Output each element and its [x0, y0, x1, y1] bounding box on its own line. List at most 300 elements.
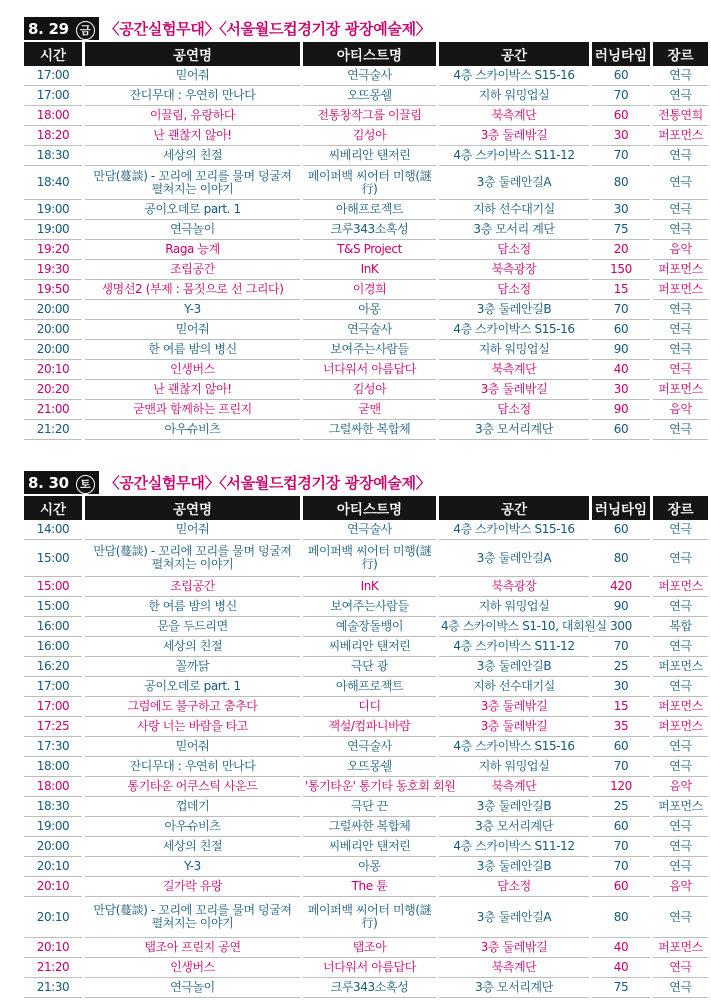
- cell-artist: 아몽: [303, 857, 436, 877]
- cell-genre: 퍼포먼스: [653, 938, 708, 958]
- table-row: [24, 400, 708, 420]
- table-row: [24, 280, 708, 300]
- cell-genre: 음악: [653, 240, 708, 260]
- cell-artist: 김성아: [303, 126, 436, 146]
- cell-time: 17:25: [24, 717, 82, 737]
- table-row: [24, 260, 708, 280]
- date-badge: [24, 471, 99, 494]
- table-row: [24, 220, 708, 240]
- table-row: [24, 637, 708, 657]
- cell-artist: 페이퍼백 씨어터 미행(謎行): [303, 897, 436, 938]
- weekday-badge: 토: [76, 475, 95, 494]
- cell-venue: 지하 워밍업실: [439, 597, 589, 617]
- cell-venue: 북측계단: [439, 360, 589, 380]
- cell-show: 세상의 친절: [85, 837, 300, 857]
- cell-genre: 연극: [653, 200, 708, 220]
- cell-venue: 북측계단: [439, 777, 589, 797]
- cell-time: 21:20: [24, 958, 82, 978]
- table-row: [24, 717, 708, 737]
- cell-venue: 4층 스카이박스 S11-12: [439, 637, 589, 657]
- cell-runtime: 40: [592, 360, 650, 380]
- cell-genre: 연극: [653, 757, 708, 777]
- header-runtime: 러닝타임: [592, 496, 650, 520]
- cell-show: 연극놀이: [85, 220, 300, 240]
- cell-artist: 아해프로젝트: [303, 200, 436, 220]
- cell-runtime: 420: [592, 577, 650, 597]
- cell-time: 20:10: [24, 857, 82, 877]
- cell-runtime: 30: [592, 677, 650, 697]
- cell-artist: 보여주는사람들: [303, 597, 436, 617]
- cell-show: 아우슈비츠: [85, 420, 300, 440]
- cell-runtime: 90: [592, 597, 650, 617]
- cell-venue: 4층 스카이박스 S15-16: [439, 737, 589, 757]
- cell-genre: 연극: [653, 420, 708, 440]
- cell-show: 세상의 친절: [85, 146, 300, 166]
- cell-genre: 퍼포먼스: [653, 697, 708, 717]
- event-title: 〈공간실험무대〉〈서울월드컵경기장 광장예술제〉: [104, 473, 431, 492]
- cell-show: 꼴까닭: [85, 657, 300, 677]
- table-row: [24, 320, 708, 340]
- cell-venue: 북측계단: [439, 958, 589, 978]
- cell-time: 18:00: [24, 757, 82, 777]
- cell-runtime: 70: [592, 300, 650, 320]
- cell-time: 19:30: [24, 260, 82, 280]
- table-row: [24, 106, 708, 126]
- cell-time: 20:10: [24, 897, 82, 938]
- cell-runtime: 60: [592, 737, 650, 757]
- cell-time: 20:10: [24, 938, 82, 958]
- cell-genre: 연극: [653, 66, 708, 86]
- cell-venue: 4층 스카이박스 S1-10, 대회원실: [439, 617, 589, 637]
- table-row: [24, 240, 708, 260]
- cell-artist: 크루343소혹성: [303, 978, 436, 998]
- cell-runtime: 75: [592, 978, 650, 998]
- header-artist: 아티스트명: [303, 42, 436, 66]
- cell-genre: 연극: [653, 86, 708, 106]
- cell-show: 문을 두드리면: [85, 617, 300, 637]
- cell-genre: 복합: [653, 617, 708, 637]
- cell-runtime: 15: [592, 280, 650, 300]
- cell-venue: 북측광장: [439, 260, 589, 280]
- cell-time: 20:00: [24, 320, 82, 340]
- cell-show: 생명선2 (부제 : 몸짓으로 선 그리다): [85, 280, 300, 300]
- cell-time: 18:00: [24, 106, 82, 126]
- cell-venue: 3층 모서리계단: [439, 420, 589, 440]
- cell-runtime: 20: [592, 240, 650, 260]
- table-row: [24, 857, 708, 877]
- cell-runtime: 70: [592, 757, 650, 777]
- cell-artist: 극단 광: [303, 657, 436, 677]
- cell-runtime: 30: [592, 200, 650, 220]
- cell-genre: 연극: [653, 637, 708, 657]
- cell-venue: 3층 둘레안길A: [439, 540, 589, 577]
- cell-show: 만담(蔓談) - 꼬리에 꼬리를 물며 덩굴져 펼쳐지는 이야기: [85, 166, 300, 200]
- cell-runtime: 70: [592, 86, 650, 106]
- cell-genre: 연극: [653, 897, 708, 938]
- cell-genre: 연극: [653, 220, 708, 240]
- table-row: [24, 757, 708, 777]
- cell-time: 19:00: [24, 200, 82, 220]
- cell-show: 통기타운 어쿠스틱 사운드: [85, 777, 300, 797]
- date-text: 8. 29: [28, 19, 69, 38]
- table-row: [24, 146, 708, 166]
- cell-show: 공이오데로 part. 1: [85, 677, 300, 697]
- cell-show: 세상의 친절: [85, 637, 300, 657]
- cell-runtime: 60: [592, 106, 650, 126]
- cell-venue: 3층 둘레밖길: [439, 697, 589, 717]
- cell-artist: InK: [303, 577, 436, 597]
- cell-runtime: 15: [592, 697, 650, 717]
- cell-show: Y-3: [85, 300, 300, 320]
- cell-genre: 연극: [653, 320, 708, 340]
- cell-genre: 연극: [653, 360, 708, 380]
- cell-genre: 퍼포먼스: [653, 126, 708, 146]
- cell-runtime: 90: [592, 340, 650, 360]
- table-row: [24, 540, 708, 577]
- header-runtime: 러닝타임: [592, 42, 650, 66]
- cell-artist: 크루343소혹성: [303, 220, 436, 240]
- cell-genre: 연극: [653, 597, 708, 617]
- cell-runtime: 80: [592, 897, 650, 938]
- cell-genre: 음악: [653, 877, 708, 897]
- cell-runtime: 25: [592, 797, 650, 817]
- cell-runtime: 60: [592, 520, 650, 540]
- cell-runtime: 60: [592, 877, 650, 897]
- cell-show: 난 괜찮지 않아!: [85, 380, 300, 400]
- cell-show: 믿어줘: [85, 737, 300, 757]
- cell-time: 16:00: [24, 617, 82, 637]
- table-row: [24, 737, 708, 757]
- cell-time: 19:50: [24, 280, 82, 300]
- cell-artist: 잭설/컴파니바람: [303, 717, 436, 737]
- cell-venue: 3층 둘레안길B: [439, 657, 589, 677]
- cell-venue: 3층 둘레밖길: [439, 717, 589, 737]
- cell-artist: 연극술사: [303, 520, 436, 540]
- cell-artist: T&S Project: [303, 240, 436, 260]
- cell-venue: 담소정: [439, 877, 589, 897]
- cell-show: 인생버스: [85, 360, 300, 380]
- table-row: [24, 877, 708, 897]
- cell-show: 만담(蔓談) - 꼬리에 꼬리를 물며 덩굴져 펼쳐지는 이야기: [85, 540, 300, 577]
- cell-show: 믿어줘: [85, 320, 300, 340]
- cell-runtime: 300: [592, 617, 650, 637]
- cell-time: 14:00: [24, 520, 82, 540]
- cell-time: 20:20: [24, 380, 82, 400]
- table-row: [24, 978, 708, 998]
- cell-genre: 연극: [653, 837, 708, 857]
- cell-runtime: 30: [592, 380, 650, 400]
- cell-show: 그럼에도 불구하고 춤추다: [85, 697, 300, 717]
- cell-runtime: 70: [592, 146, 650, 166]
- cell-show: 굳맨과 함께하는 프린지: [85, 400, 300, 420]
- cell-runtime: 60: [592, 320, 650, 340]
- cell-time: 19:20: [24, 240, 82, 260]
- cell-genre: 연극: [653, 677, 708, 697]
- cell-show: 아우슈비츠: [85, 817, 300, 837]
- cell-venue: 3층 둘레밖길: [439, 380, 589, 400]
- cell-artist: 그럴싸한 복합체: [303, 420, 436, 440]
- table-row: [24, 420, 708, 440]
- cell-runtime: 80: [592, 166, 650, 200]
- cell-venue: 담소정: [439, 400, 589, 420]
- cell-venue: 북측계단: [439, 106, 589, 126]
- cell-show: 난 괜찮지 않아!: [85, 126, 300, 146]
- cell-show: 공이오데로 part. 1: [85, 200, 300, 220]
- cell-time: 15:00: [24, 540, 82, 577]
- cell-artist: 오뜨몽쉘: [303, 86, 436, 106]
- table-row: [24, 126, 708, 146]
- table-row: [24, 66, 708, 86]
- cell-artist: 연극술사: [303, 66, 436, 86]
- cell-time: 21:30: [24, 978, 82, 998]
- cell-genre: 연극: [653, 737, 708, 757]
- cell-genre: 음악: [653, 400, 708, 420]
- cell-show: 만담(蔓談) - 꼬리에 꼬리를 물며 덩굴져 펼쳐지는 이야기: [85, 897, 300, 938]
- cell-venue: 담소정: [439, 240, 589, 260]
- cell-show: 길가락 유랑: [85, 877, 300, 897]
- cell-venue: 지하 선수대기실: [439, 200, 589, 220]
- cell-artist: 씨베리안 탠저린: [303, 146, 436, 166]
- cell-artist: 그럴싸한 복합체: [303, 817, 436, 837]
- cell-artist: 김성아: [303, 380, 436, 400]
- cell-show: 이끌림, 유랑하다: [85, 106, 300, 126]
- cell-time: 18:40: [24, 166, 82, 200]
- cell-runtime: 60: [592, 420, 650, 440]
- cell-venue: 지하 선수대기실: [439, 677, 589, 697]
- cell-venue: 담소정: [439, 280, 589, 300]
- cell-runtime: 70: [592, 637, 650, 657]
- cell-genre: 연극: [653, 520, 708, 540]
- cell-venue: 4층 스카이박스 S15-16: [439, 320, 589, 340]
- cell-show: 믿어줘: [85, 66, 300, 86]
- cell-genre: 연극: [653, 340, 708, 360]
- cell-artist: 탭조아: [303, 938, 436, 958]
- cell-venue: 4층 스카이박스 S15-16: [439, 66, 589, 86]
- cell-time: 16:20: [24, 657, 82, 677]
- cell-artist: 아해프로젝트: [303, 677, 436, 697]
- cell-artist: 예술장돌뱅이: [303, 617, 436, 637]
- cell-time: 20:00: [24, 837, 82, 857]
- cell-artist: 디디: [303, 697, 436, 717]
- cell-artist: 아몽: [303, 300, 436, 320]
- header-genre: 장르: [653, 42, 708, 66]
- cell-genre: 퍼포먼스: [653, 657, 708, 677]
- header-genre: 장르: [653, 496, 708, 520]
- cell-artist: 오뜨몽쉘: [303, 757, 436, 777]
- cell-genre: 전통연희: [653, 106, 708, 126]
- cell-runtime: 70: [592, 837, 650, 857]
- cell-time: 20:10: [24, 360, 82, 380]
- cell-time: 17:00: [24, 697, 82, 717]
- day-title: [24, 468, 690, 496]
- cell-runtime: 90: [592, 400, 650, 420]
- table-row: [24, 797, 708, 817]
- cell-venue: 3층 둘레밖길: [439, 938, 589, 958]
- cell-artist: 연극술사: [303, 737, 436, 757]
- cell-runtime: 75: [592, 220, 650, 240]
- schedule-day-1: [24, 14, 703, 440]
- cell-time: 16:00: [24, 637, 82, 657]
- cell-runtime: 30: [592, 126, 650, 146]
- cell-runtime: 25: [592, 657, 650, 677]
- cell-time: 15:00: [24, 577, 82, 597]
- cell-artist: 이경희: [303, 280, 436, 300]
- cell-genre: 음악: [653, 777, 708, 797]
- table-row: [24, 837, 708, 857]
- cell-time: 17:00: [24, 677, 82, 697]
- cell-artist: The 튠: [303, 877, 436, 897]
- cell-venue: 지하 워밍업실: [439, 757, 589, 777]
- cell-artist: 페이퍼백 씨어터 미행(謎行): [303, 540, 436, 577]
- cell-time: 20:10: [24, 877, 82, 897]
- cell-time: 17:00: [24, 86, 82, 106]
- cell-genre: 퍼포먼스: [653, 717, 708, 737]
- cell-genre: 퍼포먼스: [653, 797, 708, 817]
- cell-genre: 연극: [653, 146, 708, 166]
- cell-show: 조립공간: [85, 577, 300, 597]
- cell-genre: 퍼포먼스: [653, 280, 708, 300]
- cell-runtime: 150: [592, 260, 650, 280]
- table-row: [24, 697, 708, 717]
- cell-genre: 퍼포먼스: [653, 260, 708, 280]
- event-title: 〈공간실험무대〉〈서울월드컵경기장 광장예술제〉: [104, 19, 431, 38]
- table-row: [24, 897, 708, 938]
- table-row: [24, 677, 708, 697]
- table-row: [24, 360, 708, 380]
- cell-time: 18:00: [24, 777, 82, 797]
- cell-time: 17:30: [24, 737, 82, 757]
- table-header: [24, 42, 708, 66]
- cell-show: 한 여름 밤의 병신: [85, 340, 300, 360]
- cell-time: 18:30: [24, 146, 82, 166]
- cell-genre: 퍼포먼스: [653, 577, 708, 597]
- cell-runtime: 60: [592, 817, 650, 837]
- header-venue: 공간: [439, 496, 589, 520]
- header-artist: 아티스트명: [303, 496, 436, 520]
- cell-venue: 3층 모서리계단: [439, 978, 589, 998]
- cell-artist: '통기타운' 통기타 동호회 회원: [303, 777, 436, 797]
- cell-show: 믿어줘: [85, 520, 300, 540]
- cell-show: 한 여름 밤의 병신: [85, 597, 300, 617]
- cell-time: 20:00: [24, 340, 82, 360]
- table-row: [24, 340, 708, 360]
- cell-show: 잔디무대 : 우연히 만나다: [85, 86, 300, 106]
- table-row: [24, 577, 708, 597]
- cell-artist: 연극술사: [303, 320, 436, 340]
- cell-time: 18:20: [24, 126, 82, 146]
- table-row: [24, 166, 708, 200]
- cell-genre: 연극: [653, 300, 708, 320]
- cell-venue: 3층 둘레안길A: [439, 166, 589, 200]
- table-row: [24, 817, 708, 837]
- cell-venue: 3층 둘레안길B: [439, 797, 589, 817]
- cell-genre: 연극: [653, 540, 708, 577]
- cell-artist: 전통창작그룹 이끌림: [303, 106, 436, 126]
- table-row: [24, 200, 708, 220]
- cell-time: 17:00: [24, 66, 82, 86]
- header-show: 공연명: [85, 496, 300, 520]
- cell-artist: 씨베리안 탠저린: [303, 637, 436, 657]
- cell-venue: 4층 스카이박스 S15-16: [439, 520, 589, 540]
- cell-artist: InK: [303, 260, 436, 280]
- table-row: [24, 657, 708, 677]
- table-row: [24, 380, 708, 400]
- cell-venue: 북측광장: [439, 577, 589, 597]
- cell-runtime: 80: [592, 540, 650, 577]
- cell-genre: 퍼포먼스: [653, 380, 708, 400]
- cell-show: Y-3: [85, 857, 300, 877]
- cell-venue: 3층 둘레안길B: [439, 857, 589, 877]
- cell-show: 탭조아 프린지 공연: [85, 938, 300, 958]
- cell-artist: 굳맨: [303, 400, 436, 420]
- cell-runtime: 60: [592, 66, 650, 86]
- table-row: [24, 86, 708, 106]
- cell-time: 19:00: [24, 817, 82, 837]
- cell-venue: 4층 스카이박스 S11-12: [439, 837, 589, 857]
- header-time: 시간: [24, 496, 82, 520]
- table-row: [24, 938, 708, 958]
- cell-artist: 극단 끈: [303, 797, 436, 817]
- table-row: [24, 777, 708, 797]
- cell-runtime: 120: [592, 777, 650, 797]
- cell-venue: 3층 모서리 계단: [439, 220, 589, 240]
- cell-venue: 3층 둘레밖길: [439, 126, 589, 146]
- cell-time: 20:00: [24, 300, 82, 320]
- cell-show: 인생버스: [85, 958, 300, 978]
- header-time: 시간: [24, 42, 82, 66]
- cell-artist: 너다워서 아름답다: [303, 958, 436, 978]
- cell-time: 19:00: [24, 220, 82, 240]
- schedule-table: [21, 496, 711, 998]
- cell-venue: 4층 스카이박스 S11-12: [439, 146, 589, 166]
- date-text: 8. 30: [28, 473, 69, 492]
- cell-venue: 3층 둘레안길A: [439, 897, 589, 938]
- cell-artist: 페이퍼백 씨어터 미행(謎行): [303, 166, 436, 200]
- cell-show: 조립공간: [85, 260, 300, 280]
- cell-runtime: 35: [592, 717, 650, 737]
- schedule-table: [21, 42, 711, 440]
- table-header: [24, 496, 708, 520]
- cell-runtime: 40: [592, 938, 650, 958]
- cell-artist: 보여주는사람들: [303, 340, 436, 360]
- cell-genre: 연극: [653, 978, 708, 998]
- header-venue: 공간: [439, 42, 589, 66]
- table-row: [24, 597, 708, 617]
- cell-venue: 지하 워밍업실: [439, 86, 589, 106]
- cell-show: 연극놀이: [85, 978, 300, 998]
- cell-time: 18:30: [24, 797, 82, 817]
- table-row: [24, 520, 708, 540]
- header-show: 공연명: [85, 42, 300, 66]
- cell-runtime: 70: [592, 857, 650, 877]
- schedule-day-2: [24, 468, 703, 998]
- cell-artist: 씨베리안 탠저린: [303, 837, 436, 857]
- cell-time: 21:20: [24, 420, 82, 440]
- table-row: [24, 300, 708, 320]
- weekday-badge: 금: [76, 21, 95, 40]
- cell-artist: 너다워서 아름답다: [303, 360, 436, 380]
- cell-show: 잔디무대 : 우연히 만나다: [85, 757, 300, 777]
- cell-venue: 3층 둘레안길B: [439, 300, 589, 320]
- cell-time: 21:00: [24, 400, 82, 420]
- cell-genre: 연극: [653, 817, 708, 837]
- cell-runtime: 40: [592, 958, 650, 978]
- cell-show: 껍데기: [85, 797, 300, 817]
- table-row: [24, 958, 708, 978]
- cell-venue: 3층 모서리계단: [439, 817, 589, 837]
- cell-genre: 연극: [653, 958, 708, 978]
- table-row: [24, 617, 708, 637]
